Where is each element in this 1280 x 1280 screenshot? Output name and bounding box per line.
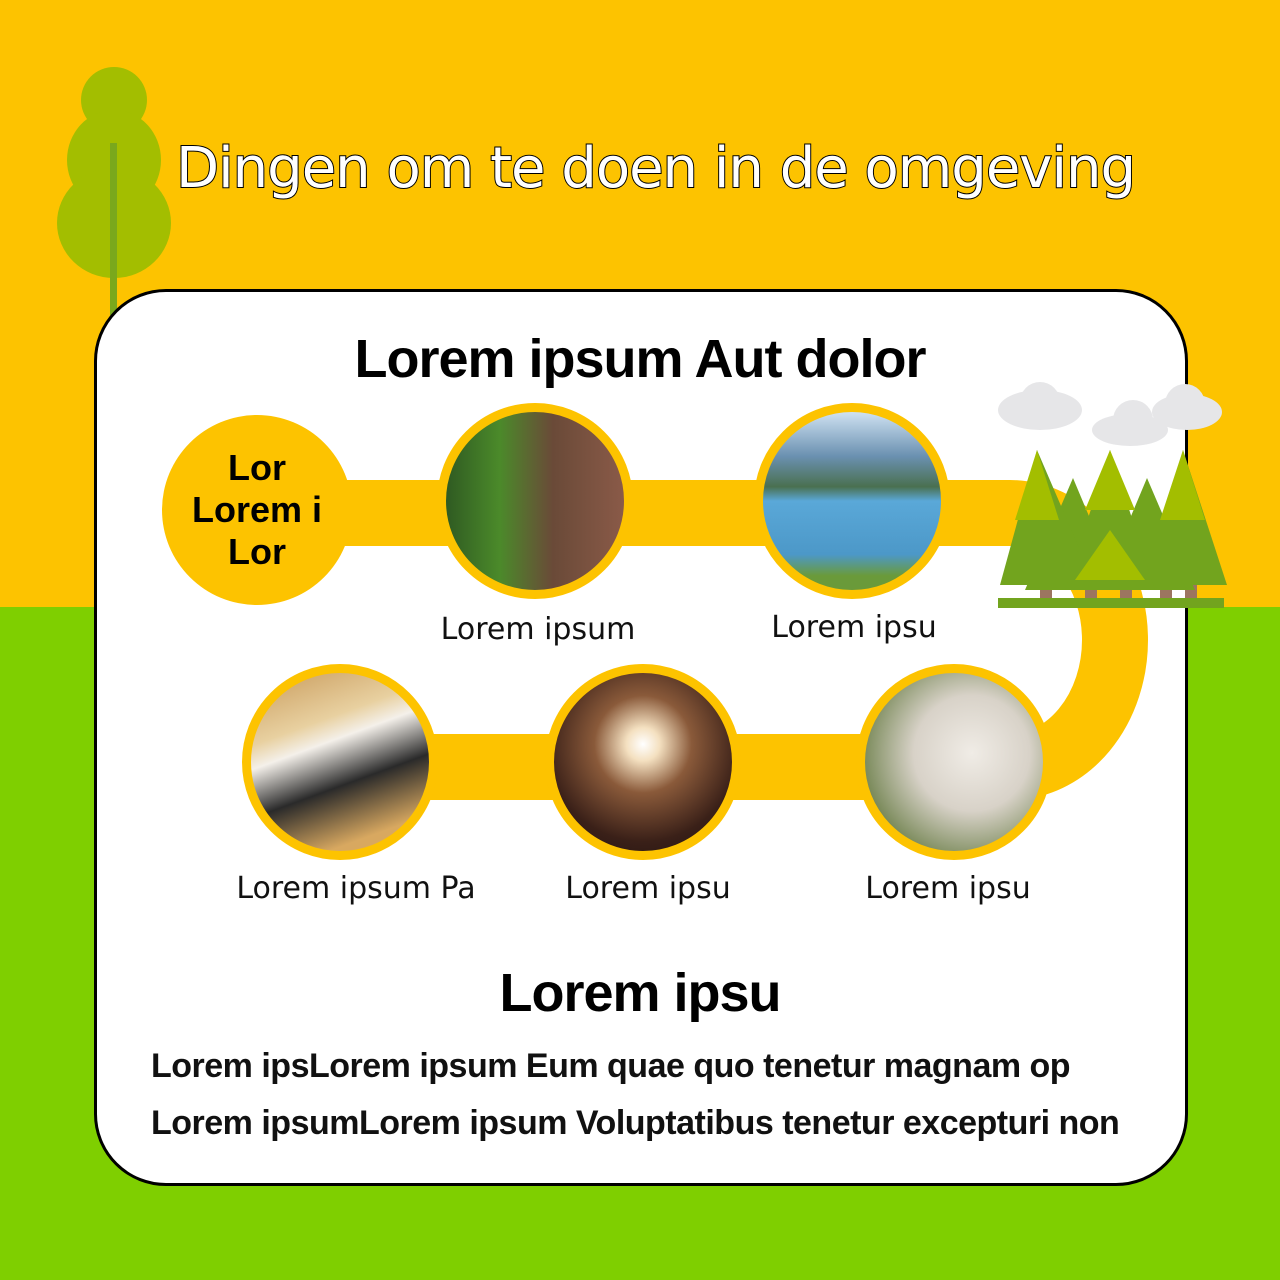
stop-label: Lorem ipsu	[771, 610, 937, 645]
stop-photo-cave[interactable]	[545, 664, 741, 860]
stop-photo-lake[interactable]	[754, 403, 950, 599]
card-heading: Lorem ipsum Aut dolor	[354, 329, 926, 389]
start-badge	[162, 415, 352, 605]
stop-label: Lorem ipsum	[440, 612, 636, 647]
stop-photo-sheep[interactable]	[856, 664, 1052, 860]
stop-label: Lorem ipsu	[865, 871, 1031, 906]
description-line: Lorem ipsumLorem ipsum Voluptatibus tenetur excepturi non	[151, 1104, 1120, 1142]
stop-photo-forest[interactable]	[437, 403, 633, 599]
start-badge-line: Lor	[228, 447, 286, 488]
section-heading: Lorem ipsu	[499, 963, 781, 1023]
page-title: Dingen om te doen in de omgeving	[176, 136, 1136, 201]
stop-photo-dessert[interactable]	[242, 664, 438, 860]
forest-clouds-icon	[995, 380, 1227, 612]
stop-label: Lorem ipsu	[565, 871, 731, 906]
description-line: Lorem ipsLorem ipsum Eum quae quo tenetur magnam op	[151, 1047, 1071, 1085]
start-badge-line: Lorem i	[191, 489, 323, 530]
stop-label: Lorem ipsum Pa	[236, 871, 476, 906]
start-badge-line: Lor	[228, 531, 286, 572]
